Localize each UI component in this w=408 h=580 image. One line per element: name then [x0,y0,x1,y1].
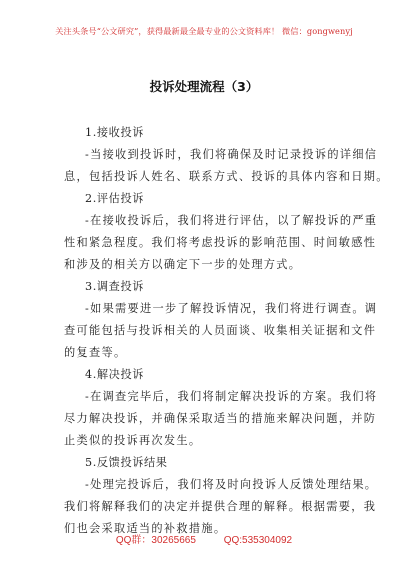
paragraph-line: -处理完投诉后，我们将及时向投诉人反馈处理结果。 [85,478,378,491]
paragraph-line: 息，包括投诉人姓名、联系方式、投诉的具体内容和日期。 [64,170,389,183]
paragraph-line: -在调查完毕后，我们将制定解决投诉的方案。我们将 [85,390,378,403]
header-banner: 关注头条号“公文研究”，获得最新最全最专业的公文资料库！ 微信：gongwenyj [55,26,353,36]
paragraph-line: 的复查等。 [64,346,127,359]
section-heading: 1.接收投诉 [85,126,145,139]
section-heading: 5.反馈投诉结果 [85,456,168,469]
paragraph-line: 止类似的投诉再次发生。 [64,434,202,447]
paragraph-line: 尽力解决投诉，并确保采取适当的措施来解决问题，并防 [64,412,377,425]
paragraph-line: 性和紧急程度。我们将考虑投诉的影响范围、时间敏感性 [64,236,377,249]
paragraph-line: -在接收投诉后，我们将进行评估，以了解投诉的严重 [85,214,378,227]
document-body [64,122,389,540]
paragraph-line: 查可能包括与投诉相关的人员面谈、收集相关证据和文件 [64,324,377,337]
document-title: 投诉处理流程（3） [149,79,259,94]
paragraph-line: -当接收到投诉时，我们将确保及时记录投诉的详细信 [85,148,378,161]
paragraph-line: -如果需要进一步了解投诉情况，我们将进行调查。调 [85,302,378,315]
paragraph-line: 和涉及的相关方以确定下一步的处理方式。 [64,258,302,271]
footer-qq-contact: QQ群：30265665 QQ:535304092 [115,535,293,546]
section-heading: 3.调查投诉 [85,280,145,293]
paragraph-line: 我们将解释我们的决定并提供合理的解释。根据需要，我 [64,500,377,513]
section-heading: 2.评估投诉 [85,192,145,205]
paragraph-line: 们也会采取适当的补救措施。 [64,522,227,535]
section-heading: 4.解决投诉 [85,368,145,381]
